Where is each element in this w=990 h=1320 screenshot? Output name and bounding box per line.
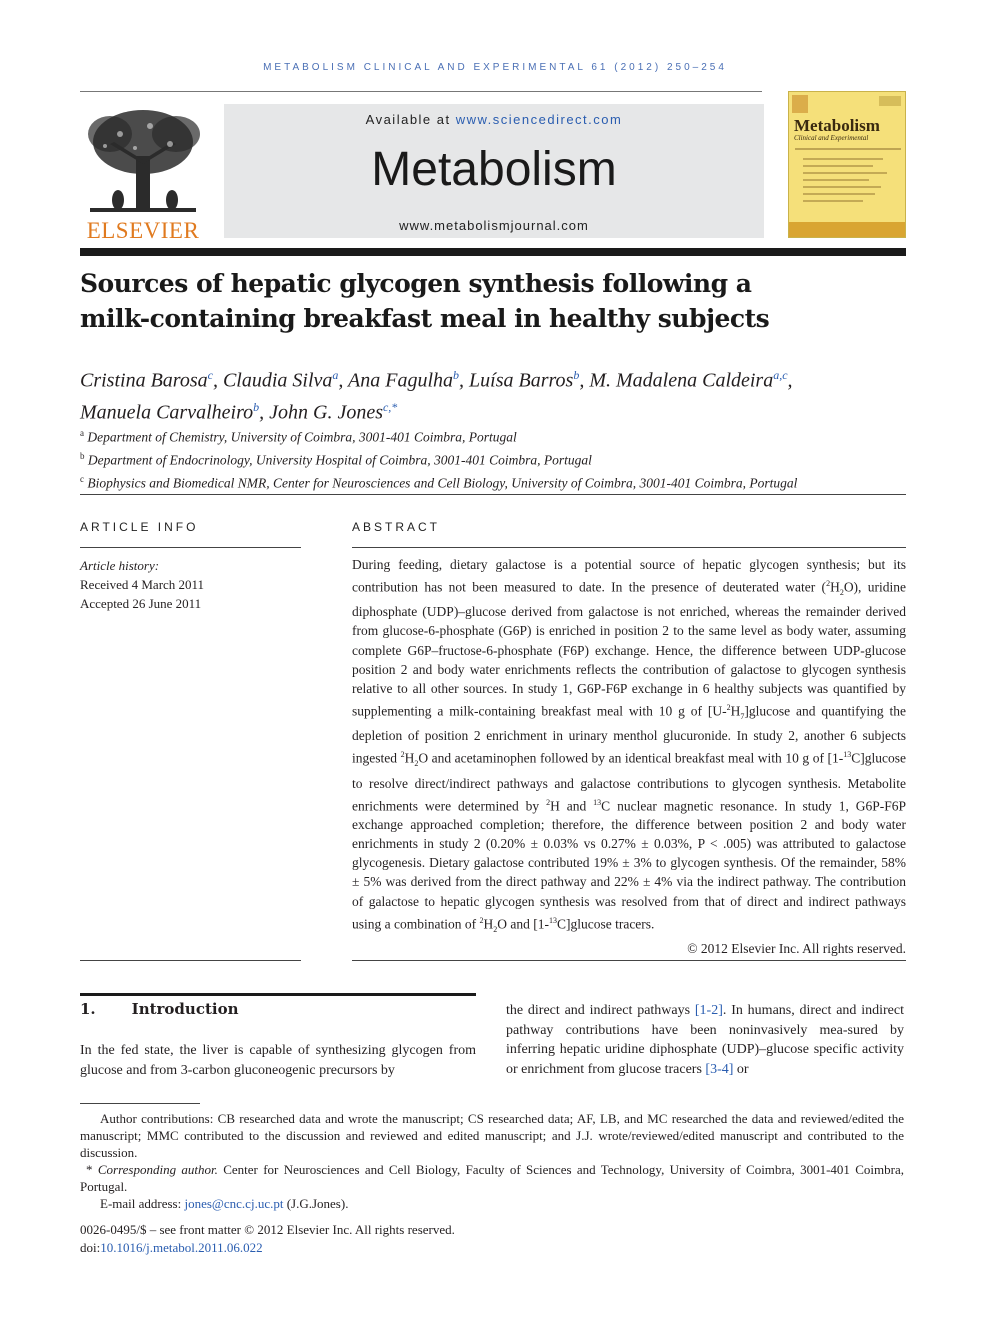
- abstract-copyright: © 2012 Elsevier Inc. All rights reserved.: [687, 940, 906, 956]
- author-name[interactable]: Ana Fagulha: [348, 369, 454, 392]
- accepted-date: Accepted 26 June 2011: [80, 596, 202, 611]
- author-line-1: [80, 362, 906, 394]
- intro-rule: [80, 993, 476, 996]
- author-name[interactable]: Manuela Carvalheiro: [80, 401, 254, 424]
- reference-link[interactable]: [1-2]: [694, 1003, 723, 1018]
- reference-link[interactable]: [3-4]: [705, 1061, 734, 1077]
- sciencedirect-link[interactable]: www.sciencedirect.com: [455, 112, 623, 127]
- abstract-text: During feeding, dietary galactose is a potential source of hepatic glycogen synthesis; but its contribution has not been measured to date. In the presence of deuterated water $(^2H_2O)$, uridine diphosphate (UDP)–glucose derived from galactose is not enriched, whereas the remainder derived from glucose-6-phosphate (G6P) is enriched in position 2 to the same level as body water, assuming complete G6P–fructose-6-phosphate (F6P) exchange. Hence, the difference between UDP-glucose position 2 and body water enrichments reflects the contribution of galactose to glycogen synthesis relative to all other sources. In study 1, G6P-F6P exchange in 6 healthy subjects was quantified by supplementing a milk-containing breakfast meal with 10 g of $[U-^2H_7]glucose$ and quantifying the depletion of position 2 enrichment in urinary menthol glucuronide. In study 2, another 6 subjects ingested $^2H_2O$ and acetaminophen followed by an identical breakfast meal with 10 g of [1-$^{13}$C]glucose to resolve direct/indirect pathways and galactose contributions to glycogen synthesis. Metabolite enrichments were determined by $^2$H and $^{13}$C nuclear magnetic resonance. In study 1, G6P-F6P exchange approached completion; therefore, the difference between position 2 and body water enrichments in study 2 (0.20% ± 0.03% vs 0.27% ± 0.03%, P < .005) was attributed to galactose glycogenesis. Dietary galactose contributed 19% ± 3% to glycogen synthesis. Of the remainder, 58% ± 5% was derived from the direct pathway and 22% ± 4% via the indirect pathway. The contribution of galactose to hepatic glycogen synthesis was resolved from that of direct and indirect pathways using a combination of $^2H_2O$ and [1-$^{13}$C]glucose tracers.: [352, 557, 907, 934]
- journal-name: Metabolism: [371, 143, 617, 196]
- title-line-2: milk-containing breakfast meal in healthy subjects: [80, 304, 770, 333]
- intro-right-column: the direct and indirect pathways [1-2]. In humans, direct and indirect pathway contributions have been noninvasively mea-sured by inferring hepatic uridine diphosphate (UDP)–glucose specific activity or enrichment from glucose tracers [3-4] or: [506, 1003, 905, 1077]
- journal-masthead: [224, 104, 764, 238]
- available-at: [224, 112, 764, 127]
- affil-marker[interactable]: b: [573, 368, 580, 382]
- section-number: 1.: [80, 1000, 96, 1018]
- issn-line: 0026-0495/$ – see front matter © 2012 Elsevier Inc. All rights reserved.: [80, 1222, 455, 1237]
- author-name[interactable]: Cristina Barosa: [80, 369, 208, 392]
- affil-text: Biophysics and Biomedical NMR, Center for Neurosciences and Cell Biology, University of Coimbra, 3001-401 Coimbra, Portugal: [87, 475, 798, 491]
- author-sep: ,: [338, 369, 349, 392]
- affil-marker[interactable]: c,*: [382, 399, 398, 414]
- intro-heading: [80, 1000, 239, 1018]
- author-name[interactable]: M. Madalena Caldeira: [589, 369, 774, 392]
- journal-cover[interactable]: [788, 91, 906, 238]
- author-sep: ,: [212, 369, 223, 392]
- affiliation-item: [80, 470, 906, 493]
- abstract-bottom-rule: [352, 960, 906, 961]
- journal-url[interactable]: www.metabolismjournal.com: [399, 218, 589, 233]
- available-prefix: Available at: [365, 112, 456, 127]
- affil-text: Department of Chemistry, University of Coimbra, 3001-401 Coimbra, Portugal: [87, 429, 517, 445]
- article-history: [80, 556, 300, 613]
- affil-label: a: [80, 428, 84, 438]
- doi-line: doi:10.1016/j.metabol.2011.06.022: [80, 1240, 263, 1255]
- author-name[interactable]: Claudia Silva: [222, 369, 333, 392]
- history-label: Article history:: [80, 558, 160, 573]
- email-note: E-mail address: jones@cnc.cj.uc.pt (J.G.Jones).: [100, 1196, 349, 1211]
- front-matter: [80, 1221, 680, 1257]
- author-sep: ,: [259, 401, 270, 424]
- author-name[interactable]: John G. Jones: [269, 401, 383, 424]
- article-info-bottom-rule: [80, 960, 301, 961]
- author-sep: ,: [787, 369, 793, 392]
- cover-title: Metabolism: [794, 116, 880, 135]
- elsevier-wordmark: ELSEVIER: [86, 218, 200, 240]
- article-info-heading: ARTICLE INFO: [80, 520, 199, 534]
- affil-marker[interactable]: c: [207, 368, 213, 382]
- affil-text: Department of Endocrinology, University Hospital of Coimbra, 3001-401 Coimbra, Portugal: [87, 452, 592, 468]
- footnote-rule: [80, 1103, 200, 1104]
- intro-left-column: In the fed state, the liver is capable of synthesizing glycogen from glucose and from 3-carbon gluconeogenic precursors by: [80, 1043, 476, 1078]
- received-date: Received 4 March 2011: [80, 577, 205, 592]
- abstract-body: [352, 555, 906, 958]
- title-bar: [80, 248, 906, 256]
- author-contributions-note: Author contributions: CB researched data and wrote the manuscript; CS researched data; AF, LB, and MC researched the data and reviewed/edited the manuscript; MMC contributed to the discussion and reviewed and edited manuscript; and J.J. wrote/reviewed/edited manuscript and contributed to the discussion.: [80, 1111, 904, 1160]
- affiliations: [80, 424, 906, 493]
- corresponding-author-note: * Corresponding author. Center for Neurosciences and Cell Biology, Faculty of Sciences and Technology, University of Coimbra, 3001-401 Coimbra, Portugal.: [80, 1162, 904, 1194]
- affiliation-item: [80, 424, 906, 447]
- cover-decoration-icon: [789, 92, 906, 238]
- cover-subtitle: Clinical and Experimental: [794, 134, 869, 142]
- section-title: Introduction: [131, 1000, 239, 1018]
- abstract-heading: ABSTRACT: [352, 520, 441, 534]
- affiliation-item: [80, 447, 906, 470]
- title-line-1: Sources of hepatic glycogen synthesis following a: [80, 269, 752, 298]
- footnotes: [80, 1110, 904, 1212]
- doi-link[interactable]: 10.1016/j.metabol.2011.06.022: [100, 1240, 263, 1255]
- author-sep: ,: [579, 369, 590, 392]
- affil-marker[interactable]: b: [453, 368, 460, 382]
- abstract-rule: [352, 547, 906, 548]
- affil-marker[interactable]: b: [253, 399, 260, 414]
- article-title: [80, 266, 900, 336]
- article-info-rule: [80, 547, 301, 548]
- affil-label: b: [80, 451, 85, 461]
- affiliations-rule: [80, 494, 906, 495]
- elsevier-logo[interactable]: [80, 104, 206, 240]
- running-header: METABOLISM CLINICAL AND EXPERIMENTAL 61 (2012) 250–254: [263, 62, 727, 73]
- affil-label: c: [80, 474, 84, 484]
- email-link[interactable]: jones@cnc.cj.uc.pt: [184, 1196, 284, 1211]
- affil-marker[interactable]: a: [332, 368, 339, 382]
- author-list: [80, 362, 906, 425]
- affil-marker[interactable]: a,c: [773, 368, 788, 382]
- header-rule: [80, 91, 762, 92]
- elsevier-tree-icon: [80, 104, 206, 240]
- author-line-2: [80, 394, 906, 426]
- author-sep: ,: [459, 369, 470, 392]
- author-name[interactable]: Luísa Barros: [469, 369, 574, 392]
